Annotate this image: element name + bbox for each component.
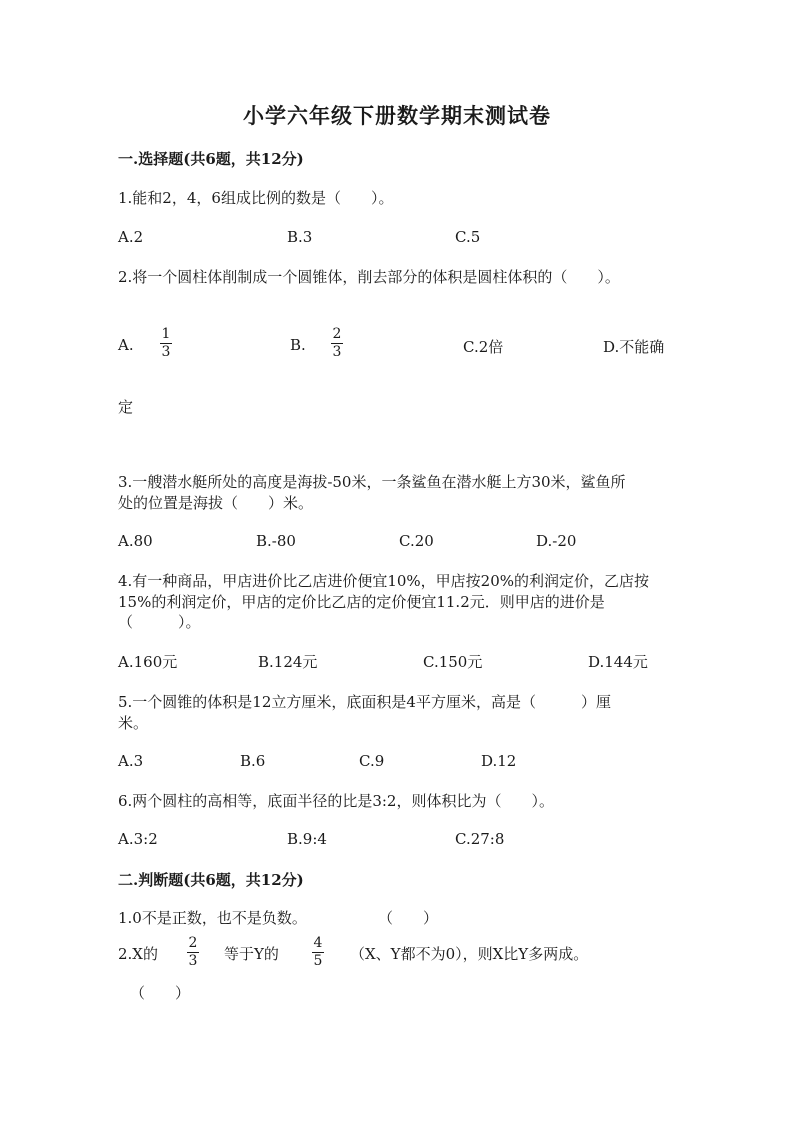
- page-title: 小学六年级下册数学期末测试卷: [243, 103, 551, 128]
- q3-option-c: C.20: [399, 532, 434, 550]
- question-5-line-2: 米。: [118, 714, 149, 732]
- fraction-numerator: 1: [161, 326, 171, 342]
- q5-option-a: A.3: [118, 752, 144, 770]
- question-4-line-3: （ ）。: [118, 613, 201, 631]
- judgement-2-fraction-2: [312, 936, 324, 969]
- question-3-line-2: 处的位置是海拔（ ）米。: [118, 494, 314, 512]
- fraction-denominator: 3: [188, 953, 198, 969]
- q2-option-b-fraction: [331, 327, 343, 360]
- q2-option-d: D.不能确: [603, 338, 665, 356]
- q1-option-a: A.2: [118, 228, 144, 246]
- fraction-numerator: 2: [332, 326, 342, 342]
- fraction-numerator: 2: [188, 935, 198, 951]
- question-4-line-1: 4.有一种商品，甲店进价比乙店进价便宜10%，甲店按20%的利润定价，乙店按: [118, 572, 649, 590]
- q6-option-c: C.27:8: [455, 830, 505, 848]
- judgement-2-suffix: （X、Y都不为0），则X比Y多两成。: [350, 945, 589, 963]
- q6-option-a: A.3:2: [118, 830, 158, 848]
- fraction-denominator: 5: [313, 953, 323, 969]
- q3-option-d: D.-20: [536, 532, 577, 550]
- q1-option-b: B.3: [287, 228, 313, 246]
- q5-option-c: C.9: [359, 752, 385, 770]
- judgement-2-prefix: 2.X的: [118, 945, 158, 963]
- q1-option-c: C.5: [455, 228, 481, 246]
- judgement-2-answer-parens: （ ）: [130, 984, 191, 1002]
- q2-option-d-continued: 定: [118, 398, 134, 416]
- question-1-text: 1.能和2，4，6组成比例的数是（ ）。: [118, 189, 394, 207]
- question-5-line-1: 5.一个圆锥的体积是12立方厘米，底面积是4平方厘米，高是（ ）厘: [118, 693, 611, 711]
- q3-option-b: B.-80: [256, 532, 296, 550]
- fraction-denominator: 3: [161, 344, 171, 360]
- q4-option-a: A.160元: [118, 653, 178, 671]
- fraction-numerator: 4: [313, 935, 323, 951]
- judgement-2-fraction-1: [187, 936, 199, 969]
- judgement-2-middle: 等于Y的: [224, 945, 279, 963]
- judgement-1-answer-parens: （ ）: [378, 909, 439, 927]
- q2-option-b-label: B.: [290, 336, 306, 354]
- question-6-text: 6.两个圆柱的高相等，底面半径的比是3:2，则体积比为（ ）。: [118, 792, 554, 810]
- judgement-1-text: 1.0不是正数，也不是负数。: [118, 909, 307, 927]
- question-3-line-1: 3.一艘潜水艇所处的高度是海拔-50米，一条鲨鱼在潜水艇上方30米，鲨鱼所: [118, 473, 626, 491]
- fraction-denominator: 3: [332, 344, 342, 360]
- q2-option-c: C.2倍: [463, 338, 504, 356]
- q4-option-d: D.144元: [588, 653, 648, 671]
- q5-option-b: B.6: [240, 752, 266, 770]
- q4-option-c: C.150元: [423, 653, 483, 671]
- q4-option-b: B.124元: [258, 653, 318, 671]
- q2-option-a-fraction: [160, 327, 172, 360]
- question-2-text: 2.将一个圆柱体削制成一个圆锥体，削去部分的体积是圆柱体积的（ ）。: [118, 268, 620, 286]
- q5-option-d: D.12: [481, 752, 517, 770]
- section-heading-judgement: 二.判断题(共6题，共12分): [118, 871, 304, 889]
- q3-option-a: A.80: [118, 532, 153, 550]
- q6-option-b: B.9:4: [287, 830, 327, 848]
- q2-option-a-label: A.: [118, 336, 134, 354]
- section-heading-choice: 一.选择题(共6题，共12分): [118, 150, 304, 168]
- question-4-line-2: 15%的利润定价，甲店的定价比乙店的定价便宜11.2元．则甲店的进价是: [118, 593, 605, 611]
